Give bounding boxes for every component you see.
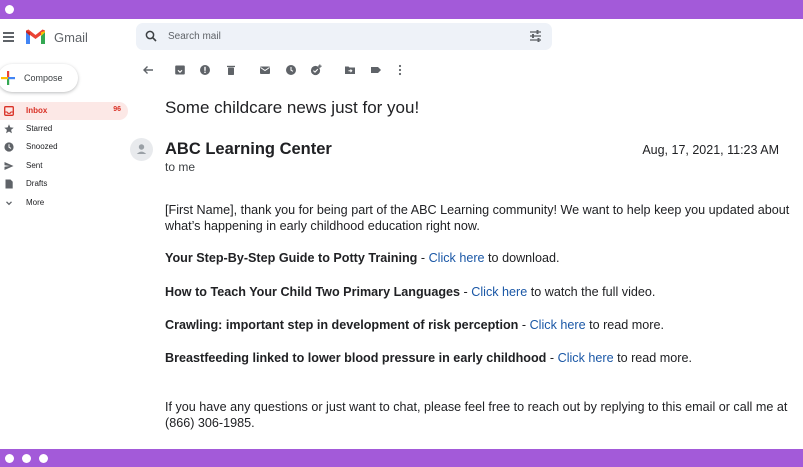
article-link[interactable]: Click here: [428, 251, 485, 265]
person-icon: [130, 138, 153, 161]
send-icon: [4, 161, 14, 171]
article-separator: -: [460, 285, 472, 299]
sidebar-item-label: Drafts: [26, 179, 48, 188]
email-date: Aug, 17, 2021, 11:23 AM: [642, 143, 779, 157]
compose-plus-icon: [1, 71, 15, 85]
sidebar-item-label: Inbox: [26, 106, 48, 115]
article-suffix: to watch the full video.: [527, 285, 656, 299]
add-task-icon[interactable]: [310, 64, 322, 76]
avatar[interactable]: [130, 138, 153, 161]
article-suffix: to download.: [484, 251, 560, 265]
email-subject: Some childcare news just for you!: [165, 98, 420, 117]
move-to-icon[interactable]: [344, 64, 356, 76]
back-arrow-icon[interactable]: [142, 64, 154, 76]
unread-count-badge: 96: [113, 106, 121, 113]
sidebar-item-drafts[interactable]: [0, 175, 128, 193]
article-separator: -: [417, 251, 429, 265]
article-link[interactable]: Click here: [471, 285, 528, 299]
article-title: Breastfeeding linked to lower blood pressure in early childhood: [165, 351, 547, 365]
frame-dot: [5, 454, 14, 463]
snooze-icon[interactable]: [285, 64, 297, 76]
bottom-frame-bar: [0, 449, 803, 467]
search-icon[interactable]: [145, 30, 157, 42]
delete-icon[interactable]: [225, 64, 237, 76]
clock-icon: [4, 142, 14, 152]
app-name: Gmail: [54, 30, 88, 45]
compose-button[interactable]: [0, 64, 78, 92]
email-closing: If you have any questions or just want to chat, please feel free to reach out by replying to this email or call me at (866) 306-1985.: [165, 400, 788, 430]
compose-label: Compose: [24, 73, 63, 83]
search-options-icon[interactable]: [529, 30, 542, 42]
mark-unread-icon[interactable]: [259, 64, 271, 76]
article-item: [165, 251, 559, 265]
sidebar-item-label: Starred: [26, 124, 53, 133]
star-icon: [4, 124, 14, 134]
article-suffix: to read more.: [585, 318, 664, 332]
article-title: Crawling: important step in development of risk perception: [165, 318, 519, 332]
sidebar-item-snoozed[interactable]: [0, 138, 128, 156]
sidebar-item-inbox[interactable]: [0, 102, 128, 120]
article-item: [165, 318, 664, 332]
chevron-down-icon: [4, 198, 14, 208]
frame-dot: [39, 454, 48, 463]
email-intro: [First Name], thank you for being part of the ABC Learning community! We want to help keep you updated about what’s happening in early childhood education right now.: [165, 203, 790, 233]
sidebar-item-label: Snoozed: [26, 142, 58, 151]
sidebar-item-label: Sent: [26, 161, 43, 170]
more-vert-icon[interactable]: [394, 64, 406, 76]
article-item: [165, 285, 655, 299]
article-separator: -: [518, 318, 530, 332]
inbox-icon: [4, 106, 14, 116]
article-link[interactable]: Click here: [529, 318, 586, 332]
label-icon[interactable]: [370, 64, 382, 76]
frame-dot: [22, 454, 31, 463]
article-item: [165, 351, 692, 365]
archive-icon[interactable]: [174, 64, 186, 76]
article-suffix: to read more.: [613, 351, 692, 365]
article-title: How to Teach Your Child Two Primary Languages: [165, 285, 461, 299]
article-separator: -: [546, 351, 558, 365]
sidebar-item-starred[interactable]: [0, 120, 128, 138]
sidebar-item-sent[interactable]: [0, 157, 128, 175]
sidebar-item-label: More: [26, 198, 45, 207]
gmail-logo-icon: [25, 29, 46, 45]
search-input[interactable]: [168, 31, 468, 42]
main-menu-icon[interactable]: [3, 32, 14, 41]
sender-name[interactable]: ABC Learning Center: [165, 140, 332, 158]
top-frame-bar: [0, 0, 803, 19]
article-title: Your Step-By-Step Guide to Potty Training: [165, 251, 418, 265]
draft-icon: [4, 179, 14, 189]
recipient-line[interactable]: to me: [165, 160, 196, 174]
sidebar-item-more[interactable]: [0, 194, 128, 212]
frame-dot: [5, 5, 14, 14]
report-spam-icon[interactable]: [199, 64, 211, 76]
article-link[interactable]: Click here: [557, 351, 614, 365]
